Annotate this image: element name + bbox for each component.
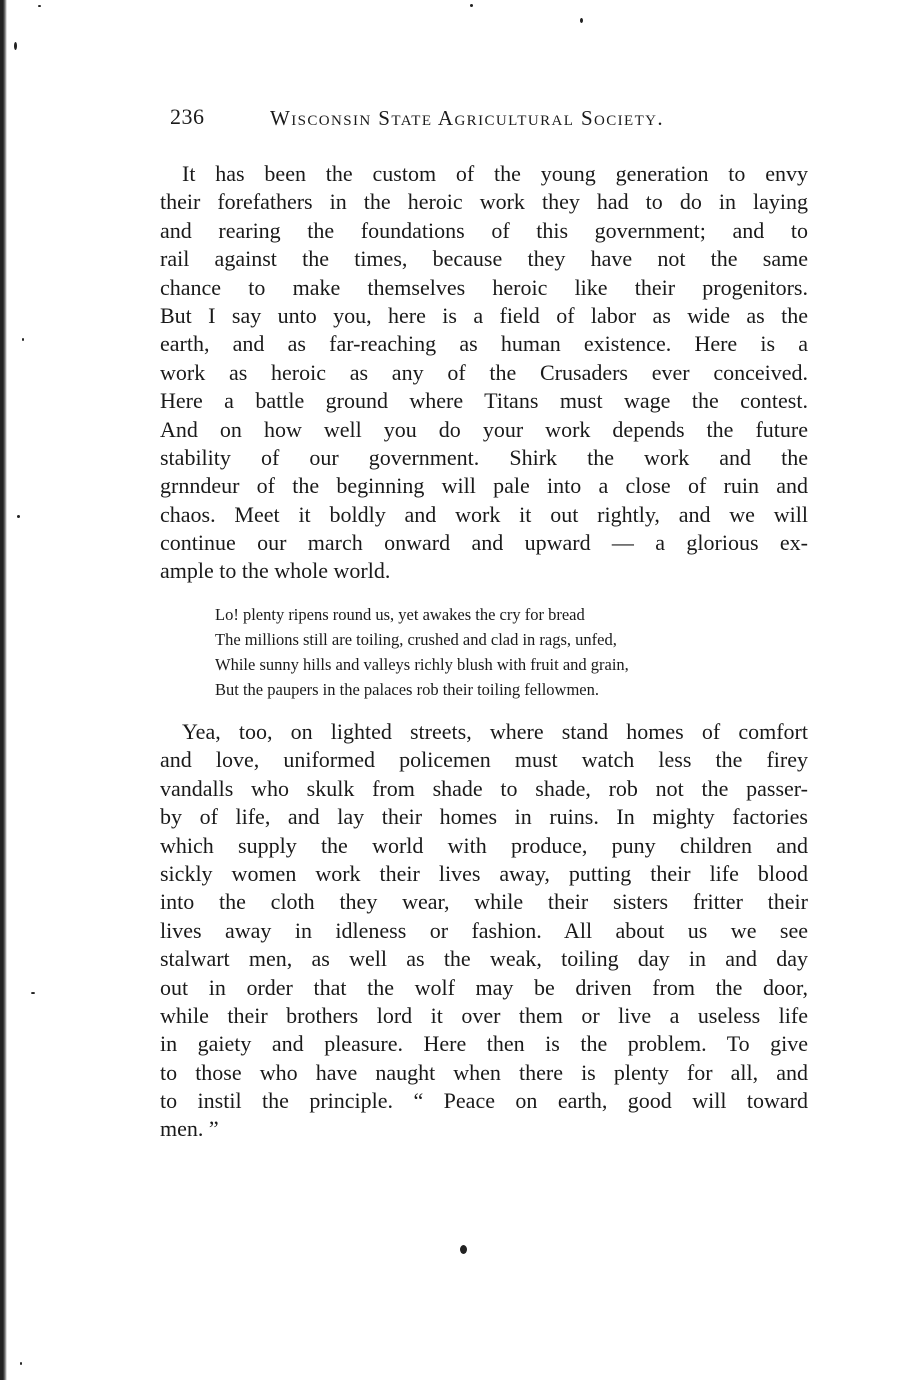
text-line: vandalls who skulk from shade to shade, rob not the passer- xyxy=(160,775,808,801)
text-line: It has been the custom of the young generation to envy xyxy=(182,161,808,186)
text-line: men. ” xyxy=(160,1116,219,1142)
ink-speck xyxy=(20,1362,22,1365)
text-line: ample to the whole world. xyxy=(160,558,391,584)
paragraph-1 xyxy=(160,160,808,586)
ink-speck xyxy=(14,42,17,50)
ink-speck xyxy=(460,1245,467,1254)
page-number: 236 xyxy=(170,104,205,129)
text-line: and rearing the foundations of this government; and to xyxy=(160,217,808,243)
running-title: Wisconsin State Agricultural Society. xyxy=(270,106,665,130)
page-binding-edge xyxy=(0,0,7,1380)
text-line: their forefathers in the heroic work they had to do in laying xyxy=(160,189,808,215)
text-line: stalwart men, as well as the weak, toiling day in and day xyxy=(160,946,808,972)
verse-quotation xyxy=(215,602,775,702)
text-line: But I say unto you, here is a field of labor as wide as the xyxy=(160,302,808,328)
ink-speck xyxy=(31,992,35,994)
ink-speck xyxy=(17,515,20,518)
text-line: continue our march onward and upward — a glorious ex- xyxy=(160,530,808,556)
text-line: in gaiety and pleasure. Here then is the problem. To give xyxy=(160,1031,808,1057)
text-line: to instil the principle. “ Peace on earth, good will toward xyxy=(160,1088,808,1114)
text-line: Yea, too, on lighted streets, where stand homes of comfort xyxy=(182,719,808,744)
text-line: chance to make themselves heroic like their progenitors. xyxy=(160,274,808,300)
verse-line: The millions still are toiling, crushed and clad in rags, unfed, xyxy=(215,630,617,649)
ink-speck xyxy=(38,5,41,7)
paragraph-2 xyxy=(160,718,808,1144)
text-line: rail against the times, because they have not the same xyxy=(160,246,808,272)
text-line: and love, uniformed policemen must watch less the firey xyxy=(160,747,808,773)
ink-speck xyxy=(22,338,24,341)
verse-line: But the paupers in the palaces rob their toiling fellowmen. xyxy=(215,680,599,699)
text-line: stability of our government. Shirk the work and the xyxy=(160,444,808,470)
text-line: by of life, and lay their homes in ruins. In mighty factories xyxy=(160,804,808,830)
text-line: lives away in idleness or fashion. All about us we see xyxy=(160,917,808,943)
text-line: Here a battle ground where Titans must wage the contest. xyxy=(160,388,808,414)
text-line: to those who have naught when there is plenty for all, and xyxy=(160,1059,808,1085)
text-line: earth, and as far-reaching as human existence. Here is a xyxy=(160,331,808,357)
page-header xyxy=(170,104,730,138)
text-line: which supply the world with produce, puny children and xyxy=(160,832,808,858)
text-line: into the cloth they wear, while their sisters fritter their xyxy=(160,889,808,915)
text-line: grnndeur of the beginning will pale into a close of ruin and xyxy=(160,473,808,499)
text-line: And on how well you do your work depends the future xyxy=(160,416,808,442)
text-line: sickly women work their lives away, putting their life blood xyxy=(160,860,808,886)
verse-line: Lo! plenty ripens round us, yet awakes the cry for bread xyxy=(215,605,585,624)
verse-line: While sunny hills and valleys richly blush with fruit and grain, xyxy=(215,655,629,674)
ink-speck xyxy=(580,18,583,23)
text-line: while their brothers lord it over them or live a useless life xyxy=(160,1002,808,1028)
text-line: chaos. Meet it boldly and work it out rightly, and we will xyxy=(160,501,808,527)
text-line: work as heroic as any of the Crusaders ever conceived. xyxy=(160,359,808,385)
ink-speck xyxy=(470,4,473,7)
text-line: out in order that the wolf may be driven from the door, xyxy=(160,974,808,1000)
